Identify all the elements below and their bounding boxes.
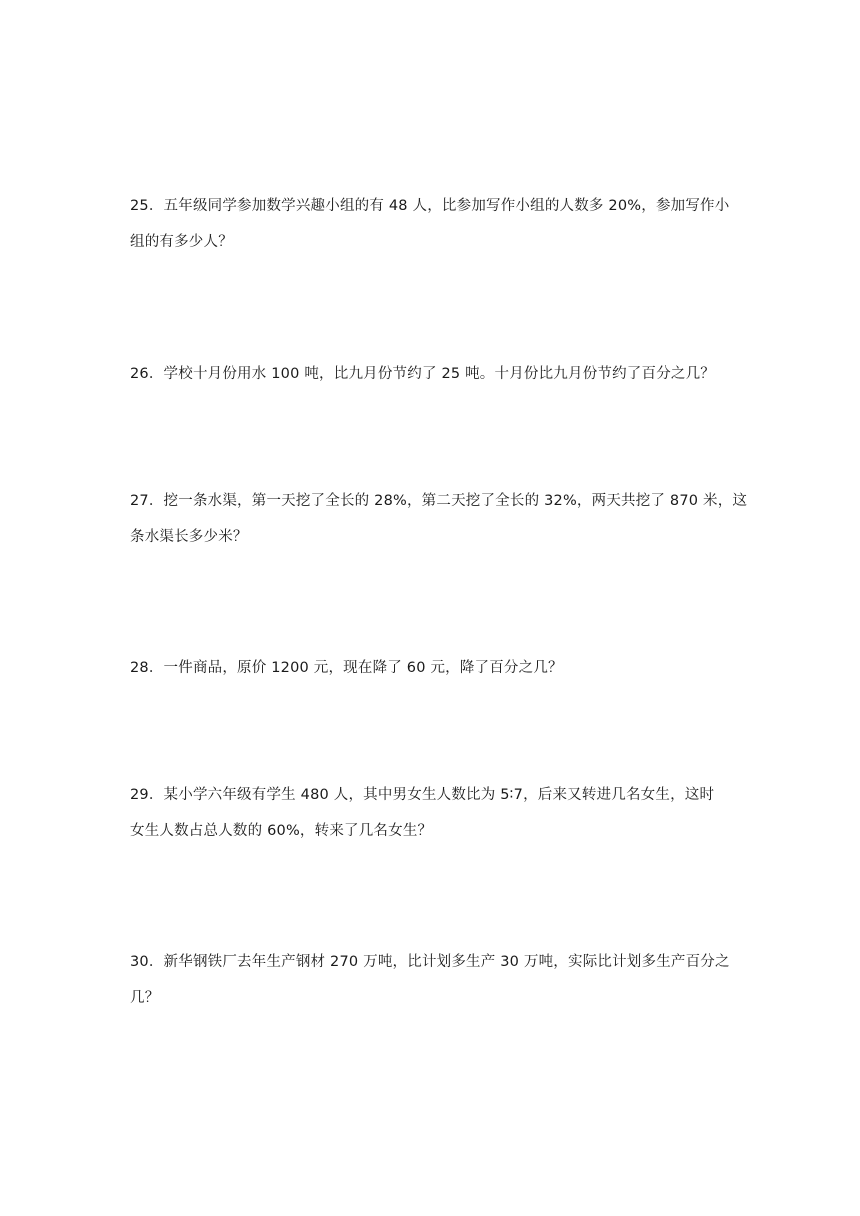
problem-30-line-2: 几？ bbox=[130, 990, 160, 1006]
problem-25-line-1: 25．五年级同学参加数学兴趣小组的有 48 人，比参加写作小组的人数多 20%，参加写作小 bbox=[130, 198, 730, 214]
problem-30 bbox=[130, 944, 740, 1016]
problem-25 bbox=[130, 188, 740, 260]
problem-30-line-1: 30．新华钢铁厂去年生产钢材 270 万吨，比计划多生产 30 万吨，实际比计划多生产百分之 bbox=[130, 954, 730, 970]
problem-28 bbox=[130, 650, 740, 686]
problem-29-line-2: 女生人数占总人数的 60%，转来了几名女生？ bbox=[130, 823, 433, 839]
problem-26 bbox=[130, 356, 740, 392]
problem-26-line-1: 26．学校十月份用水 100 吨，比九月份节约了 25 吨。十月份比九月份节约了百分之几？ bbox=[130, 366, 716, 382]
problem-27 bbox=[130, 483, 748, 555]
problem-25-line-2: 组的有多少人？ bbox=[130, 234, 233, 250]
problem-29-line-1: 29．某小学六年级有学生 480 人，其中男女生人数比为 5∶7，后来又转进几名女生，这时 bbox=[130, 787, 715, 803]
problem-29 bbox=[130, 777, 740, 849]
problem-27-line-1: 27．挖一条水渠，第一天挖了全长的 28%，第二天挖了全长的 32%，两天共挖了 870 米，这 bbox=[130, 493, 748, 509]
problem-27-line-2: 条水渠长多少米？ bbox=[130, 529, 248, 545]
problem-28-line-1: 28．一件商品，原价 1200 元，现在降了 60 元，降了百分之几？ bbox=[130, 660, 563, 676]
